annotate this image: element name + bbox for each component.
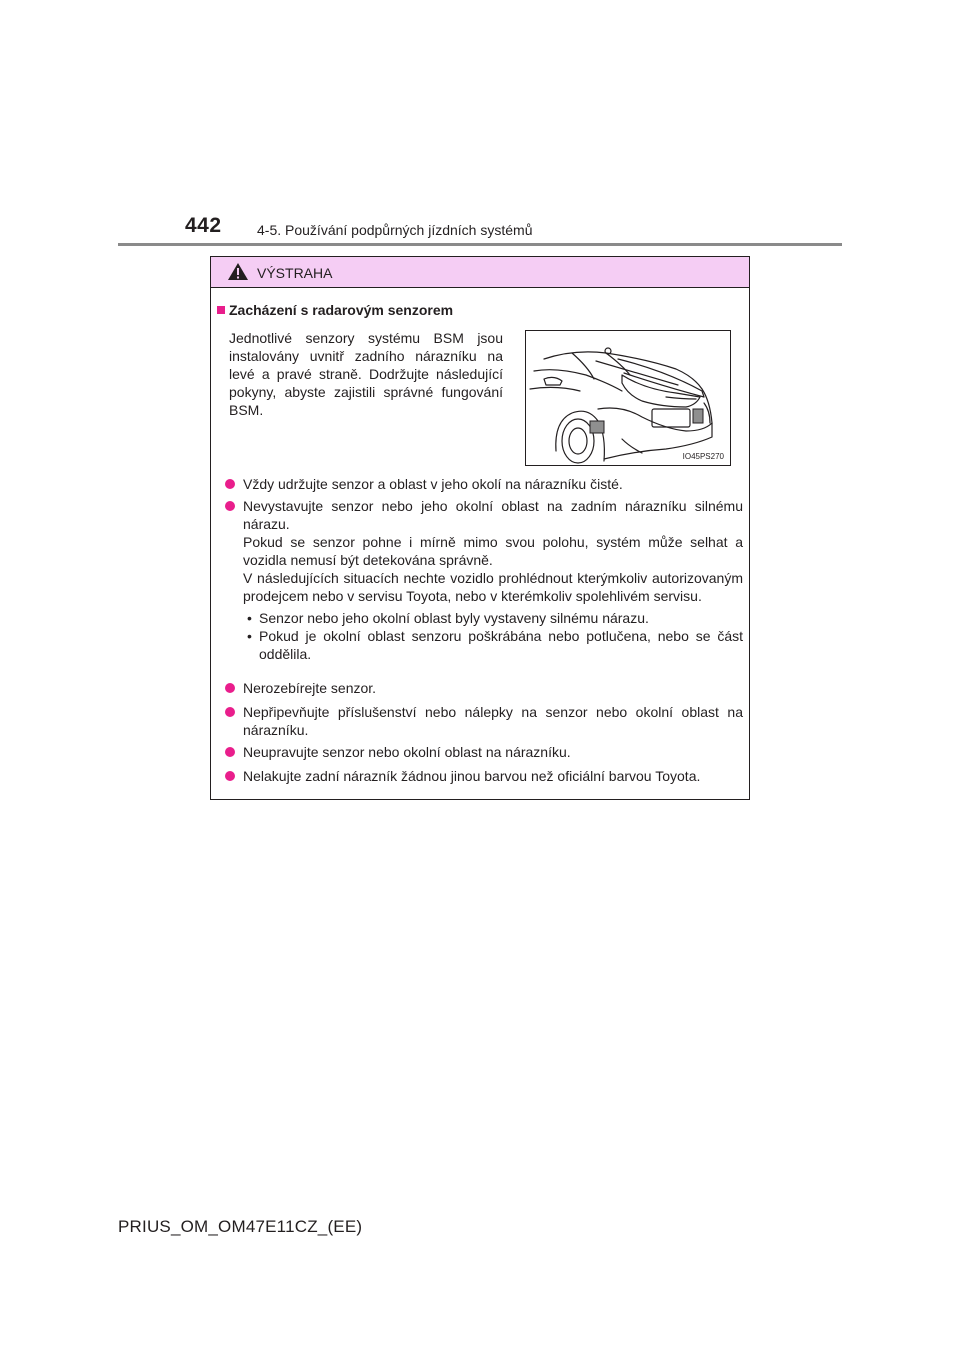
list-item: Nelakujte zadní nárazník žádnou jinou barvou než oficiální barvou Toyota. [225, 767, 743, 785]
circle-bullet-icon [225, 479, 235, 489]
circle-bullet-icon [225, 683, 235, 693]
warning-header [211, 257, 749, 288]
car-rear-illustration [526, 331, 730, 465]
page-number: 442 [185, 214, 222, 237]
figure-code: IO45PS270 [682, 452, 724, 461]
section-title: 4-5. Používání podpůrných jízdních systémů [257, 222, 533, 238]
item-line: V následujících situacích nechte vozidlo prohlédnout kterýmkoliv autorizovaným prodejcem nebo v servisu Toyota, nebo v kterémkoliv spolehlivém servisu. [243, 570, 743, 604]
warning-heading [217, 302, 453, 318]
circle-bullet-icon [225, 771, 235, 781]
list-item: Nepřipevňujte příslušenství nebo nálepky na senzor nebo okolní oblast na nárazníku. [225, 703, 743, 739]
circle-bullet-icon [225, 707, 235, 717]
item-line: Pokud se senzor pohne i mírně mimo svou polohu, systém může selhat a vozidla nemusí být detekována správně. [243, 534, 743, 568]
list-item: Neupravujte senzor nebo okolní oblast na nárazníku. [225, 743, 743, 761]
item-line: Nevystavujte senzor nebo jeho okolní oblast na zadním nárazníku silnému nárazu. [243, 498, 743, 532]
sub-list [243, 609, 743, 663]
sub-list-item: • Pokud je okolní oblast senzoru poškrábána nebo potlučena, nebo se část oddělila. [247, 628, 743, 662]
list-item: Nerozebírejte senzor. [225, 679, 743, 697]
header-rule [118, 243, 842, 246]
rear-bumper-sensor-figure [525, 330, 731, 466]
warning-triangle-icon [227, 262, 249, 281]
intro-paragraph: Jednotlivé senzory systému BSM jsou instalovány uvnitř zadního nárazníku na levé a pravé straně. Dodržujte následující pokyny, abyste zajistili správné fungování BSM. [229, 330, 503, 418]
document-code: PRIUS_OM_OM47E11CZ_(EE) [118, 1217, 363, 1236]
list-item [225, 497, 743, 663]
square-marker-icon [217, 306, 225, 314]
list-item: Vždy udržujte senzor a oblast v jeho okolí na nárazníku čisté. [225, 475, 743, 493]
sub-list-item: • Senzor nebo jeho okolní oblast byly vystaveny silnému nárazu. [247, 610, 649, 626]
warning-box [210, 256, 750, 800]
circle-bullet-icon [225, 501, 235, 511]
warning-title: VÝSTRAHA [257, 265, 333, 281]
warning-heading-text: Zacházení s radarovým senzorem [229, 302, 454, 318]
circle-bullet-icon [225, 747, 235, 757]
